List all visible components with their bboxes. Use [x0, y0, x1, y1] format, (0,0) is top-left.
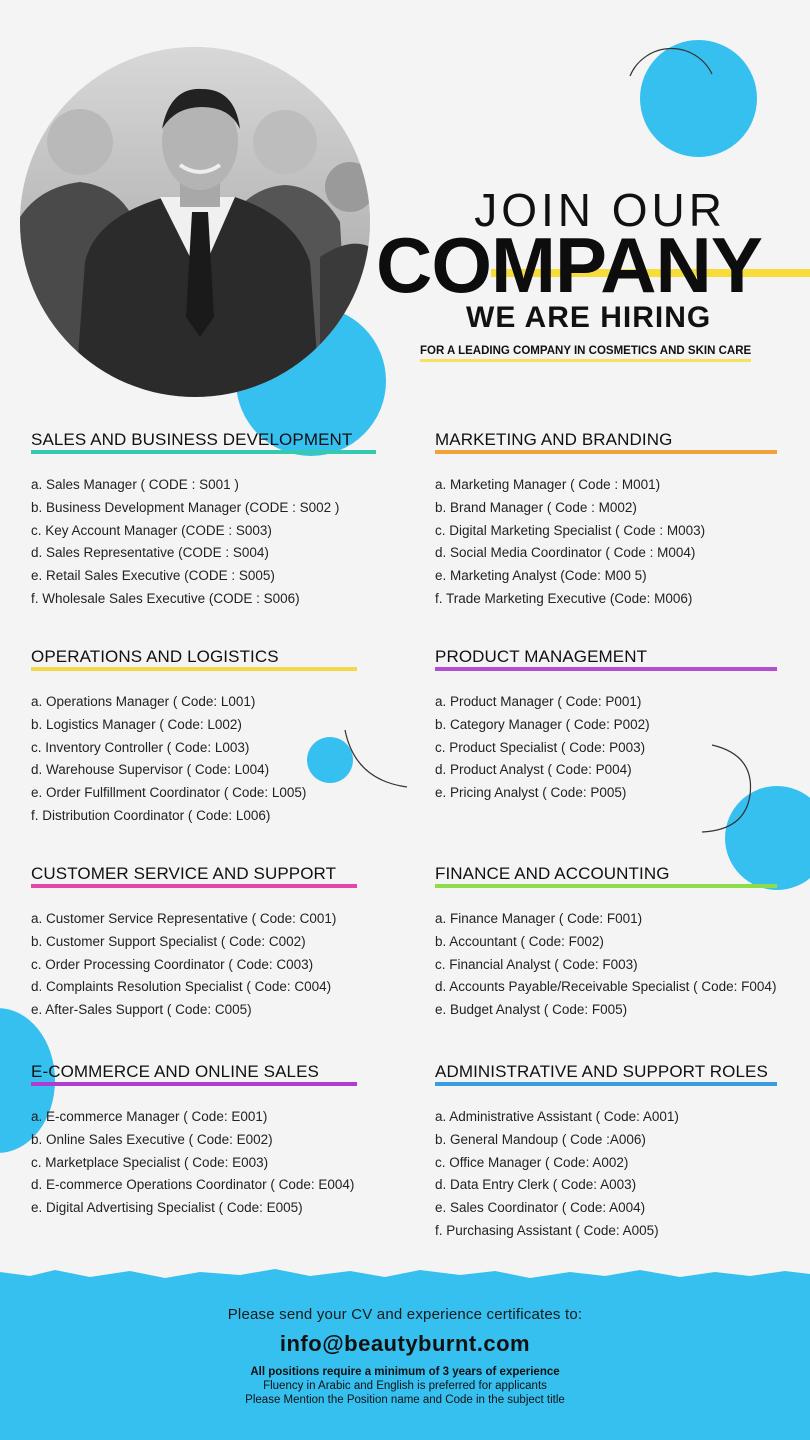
job-item: c. Marketplace Specialist ( Code: E003) [31, 1154, 269, 1170]
job-item: b. General Mandoup ( Code :A006) [435, 1131, 646, 1147]
job-item: f. Trade Marketing Executive (Code: M006) [435, 590, 693, 606]
job-item: e. Digital Advertising Specialist ( Code: E005) [31, 1200, 303, 1216]
section-title: ADMINISTRATIVE AND SUPPORT ROLES [435, 1062, 777, 1084]
job-item: a. Sales Manager ( CODE : S001 ) [31, 477, 239, 492]
hero-company [376, 222, 810, 308]
job-item: e. Pricing Analyst ( Code: P005) [435, 785, 627, 801]
job-item: c. Financial Analyst ( Code: F003) [435, 956, 638, 972]
section-title: MARKETING AND BRANDING [435, 430, 777, 452]
job-item: c. Key Account Manager (CODE : S003) [31, 522, 272, 538]
footer-note-language: Fluency in Arabic and English is preferred for applicants [263, 1380, 547, 1392]
job-item: d. Accounts Payable/Receivable Specialist ( Code: F004) [435, 979, 777, 995]
job-item: b. Business Development Manager (CODE : S002 ) [31, 499, 340, 515]
job-item: e. Retail Sales Executive (CODE : S005) [31, 568, 275, 584]
job-item: d. Social Media Coordinator ( Code : M004) [435, 545, 696, 561]
section-title: PRODUCT MANAGEMENT [435, 647, 777, 669]
job-item: b. Customer Support Specialist ( Code: C002) [31, 933, 306, 949]
job-item: c. Order Processing Coordinator ( Code: C003) [31, 956, 314, 972]
job-item: a. Operations Manager ( Code: L001) [31, 694, 256, 709]
job-item: d. Sales Representative (CODE : S004) [31, 545, 269, 561]
footer-note-subject: Please Mention the Position name and Code in the subject title [245, 1394, 565, 1406]
job-item: c. Inventory Controller ( Code: L003) [31, 739, 250, 755]
job-item: d. Product Analyst ( Code: P004) [435, 762, 632, 778]
footer-email[interactable]: info@beautyburnt.com [279, 1331, 531, 1356]
section-product [435, 647, 780, 805]
section-ecommerce [31, 1062, 376, 1220]
job-item: d. Warehouse Supervisor ( Code: L004) [31, 762, 270, 778]
section-customer-service [31, 864, 376, 1022]
job-item: a. Customer Service Representative ( Code: C001) [31, 911, 337, 926]
section-title: FINANCE AND ACCOUNTING [435, 864, 777, 886]
job-item: b. Brand Manager ( Code : M002) [435, 499, 637, 515]
hero-join: JOIN OUR [474, 184, 726, 236]
footer [0, 1278, 810, 1440]
hero-photo [20, 47, 370, 397]
footer-notes [0, 1365, 810, 1407]
job-item: d. Complaints Resolution Specialist ( Code: C004) [31, 979, 332, 995]
section-title: OPERATIONS AND LOGISTICS [31, 647, 357, 669]
job-item: f. Purchasing Assistant ( Code: A005) [435, 1222, 659, 1238]
job-item: e. Sales Coordinator ( Code: A004) [435, 1200, 646, 1216]
job-item: d. E-commerce Operations Coordinator ( Code: E004) [31, 1177, 355, 1193]
job-item: e. Marketing Analyst (Code: M00 5) [435, 568, 647, 584]
hero-hiring: WE ARE HIRING [466, 301, 712, 334]
job-item: e. Order Fulfillment Coordinator ( Code: L005) [31, 785, 307, 801]
job-item: a. E-commerce Manager ( Code: E001) [31, 1109, 268, 1124]
section-finance [435, 864, 780, 1022]
job-item: a. Product Manager ( Code: P001) [435, 694, 642, 709]
section-marketing [435, 430, 780, 611]
footer-send-text: Please send your CV and experience certificates to: [227, 1306, 583, 1323]
subtitle-text: FOR A LEADING COMPANY IN COSMETICS AND SKIN CARE [420, 345, 752, 357]
job-item: b. Online Sales Executive ( Code: E002) [31, 1131, 273, 1147]
subtitle-underline [420, 359, 751, 362]
job-item: a. Marketing Manager ( Code : M001) [435, 477, 661, 492]
section-operations [31, 647, 376, 828]
job-item: e. After-Sales Support ( Code: C005) [31, 1002, 252, 1018]
job-item: b. Category Manager ( Code: P002) [435, 716, 650, 732]
company-text: COMPANY [376, 221, 762, 309]
job-item: c. Office Manager ( Code: A002) [435, 1154, 629, 1170]
decor-arc-top-right [620, 26, 720, 106]
job-item: c. Product Specialist ( Code: P003) [435, 739, 646, 755]
section-title: SALES AND BUSINESS DEVELOPMENT [31, 430, 376, 452]
job-item: b. Accountant ( Code: F002) [435, 933, 604, 949]
job-item: e. Budget Analyst ( Code: F005) [435, 1002, 628, 1018]
job-item: a. Finance Manager ( Code: F001) [435, 911, 643, 926]
job-item: c. Digital Marketing Specialist ( Code : M003) [435, 522, 706, 538]
section-sales [31, 430, 376, 611]
section-administrative [435, 1062, 780, 1243]
job-item: b. Logistics Manager ( Code: L002) [31, 716, 242, 732]
footer-note-experience: All positions require a minimum of 3 years of experience [250, 1366, 560, 1378]
section-title: CUSTOMER SERVICE AND SUPPORT [31, 864, 357, 886]
job-item: f. Wholesale Sales Executive (CODE : S006) [31, 590, 300, 606]
hero-subtitle [420, 345, 751, 357]
job-item: f. Distribution Coordinator ( Code: L006) [31, 807, 271, 823]
section-title: E-COMMERCE AND ONLINE SALES [31, 1062, 357, 1084]
job-item: a. Administrative Assistant ( Code: A001) [435, 1109, 679, 1124]
job-item: d. Data Entry Clerk ( Code: A003) [435, 1177, 637, 1193]
